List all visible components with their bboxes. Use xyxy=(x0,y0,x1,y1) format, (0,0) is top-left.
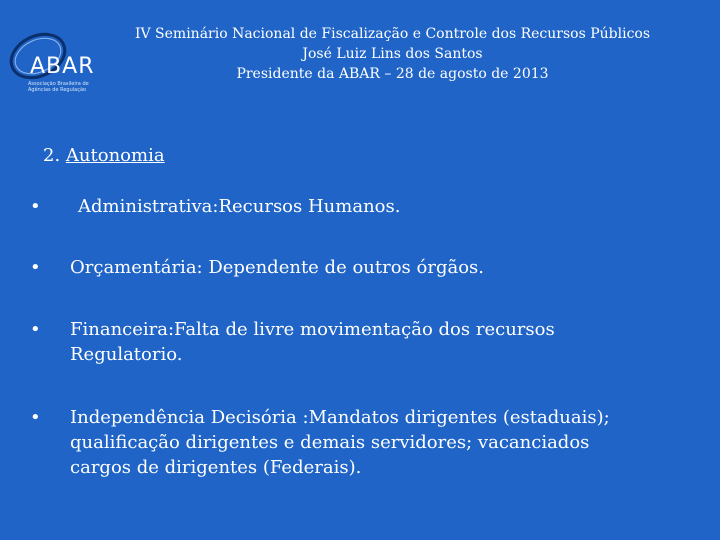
list-item xyxy=(30,405,690,480)
item-text-line: Financeira:Falta de livre movimentação dos recursos xyxy=(70,319,555,340)
item-text: Orçamentária: Dependente de outros órgãos. xyxy=(70,257,485,278)
header-speaker-role: Presidente da ABAR – 28 de agosto de 2013 xyxy=(236,66,549,82)
section-heading xyxy=(43,145,165,166)
item-text-line: Independência Decisória :Mandatos dirigentes (estaduais); xyxy=(70,407,610,428)
section-number: 2. xyxy=(43,145,61,166)
list-item xyxy=(30,194,690,219)
bullet-icon: • xyxy=(30,407,41,428)
bullet-icon: • xyxy=(30,319,41,340)
item-text: Administrativa:Recursos Humanos. xyxy=(78,196,401,217)
list-item xyxy=(30,317,690,367)
item-text-line: Regulatorio. xyxy=(70,344,183,365)
header-speaker-name: José Luiz Lins dos Santos xyxy=(302,46,483,62)
abar-logo xyxy=(4,20,104,93)
logo-name: ABAR xyxy=(30,54,95,79)
slide-header xyxy=(100,24,685,84)
item-text-line: qualificação dirigentes e demais servidores; vacanciados xyxy=(70,432,590,453)
section-title: Autonomia xyxy=(65,145,165,166)
bullet-icon: • xyxy=(30,257,41,278)
list-item xyxy=(30,255,690,280)
bullet-icon: • xyxy=(30,196,41,217)
logo-subtitle: Associação Brasileira de Agências de Regulação xyxy=(28,81,89,93)
header-event-title: IV Seminário Nacional de Fiscalização e Controle dos Recursos Públicos xyxy=(134,26,651,42)
item-text-line: cargos de dirigentes (Federais). xyxy=(70,457,362,478)
